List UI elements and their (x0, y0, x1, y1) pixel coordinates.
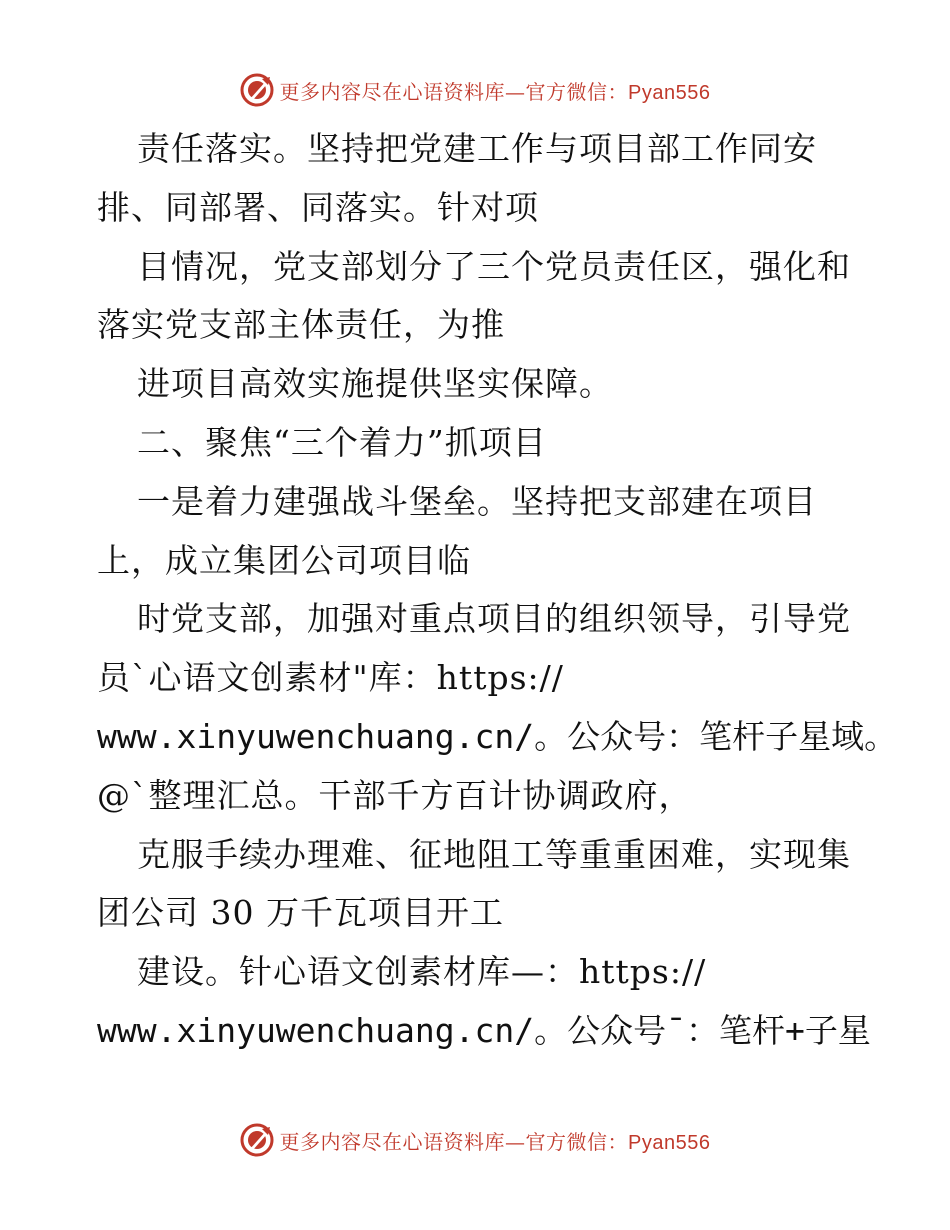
text-line: @`整理汇总。干部千方百计协调政府， (97, 775, 693, 815)
text-line: 员`心语文创素材"库：https:// (97, 658, 564, 698)
document-body (97, 120, 897, 1061)
text-line: 进项目高效实施提供坚实保障。 (137, 364, 613, 404)
text-line: 一是着力建强战斗堡垒。坚持把支部建在项目 (137, 481, 817, 521)
text-line: 责任落实。坚持把党建工作与项目部工作同安 (137, 129, 817, 168)
text-line: 团公司 30 万千瓦项目开工 (97, 893, 504, 933)
header-banner (0, 70, 950, 110)
pen-logo-icon (240, 1123, 274, 1157)
text-line: 目情况，党支部划分了三个党员责任区，强化和 (137, 246, 851, 286)
pen-logo-icon (240, 73, 274, 107)
section-heading: 二、聚焦“三个着力”抓项目 (137, 422, 547, 462)
wechat-id: Pyan556 (628, 81, 711, 104)
banner-text: 更多内容尽在心语资料库—官方微信：Pyan556 (279, 79, 711, 104)
text-line: www.xinyuwenchuang.cn/。公众号：笔杆子星域。 (97, 716, 898, 756)
text-line: 排、同部署、同落实。针对项 (97, 187, 539, 227)
text-line: 上，成立集团公司项目临 (97, 540, 471, 580)
text-line: 时党支部，加强对重点项目的组织领导，引导党 (137, 599, 851, 639)
text-line: www.xinyuwenchuang.cn/。公众号¯：笔杆+子星 (97, 1010, 871, 1050)
banner-text: 更多内容尽在心语资料库—官方微信：Pyan556 (279, 1129, 711, 1154)
text-line: 落实党支部主体责任，为推 (97, 305, 505, 345)
text-line: 克服手续办理难、征地阻工等重重困难，实现集 (137, 834, 851, 874)
wechat-id: Pyan556 (628, 1131, 711, 1154)
text-line: 建设。针心语文创素材库—：https:// (137, 952, 707, 992)
footer-banner (0, 1120, 950, 1160)
